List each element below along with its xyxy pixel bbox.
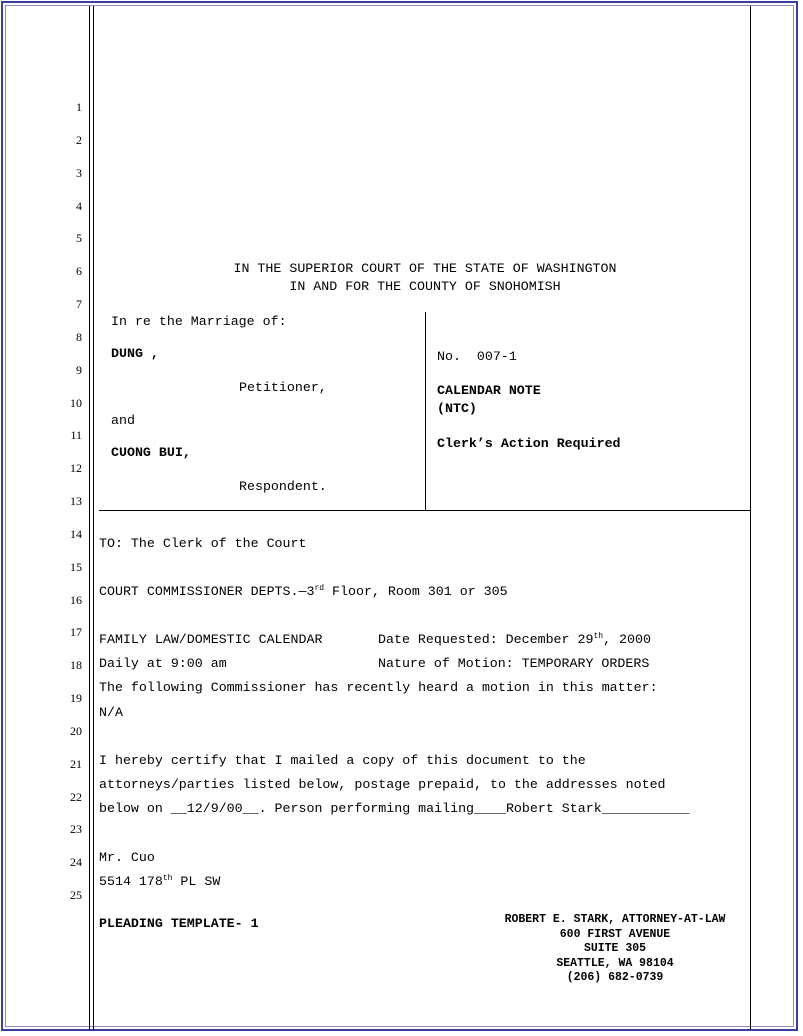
petitioner-name: DUNG , xyxy=(111,346,159,361)
petitioner-label: Petitioner, xyxy=(239,380,327,395)
commissioner-statement: The following Commissioner has recently heard a motion in this matter: xyxy=(99,680,658,695)
line-number: 13 xyxy=(70,494,82,508)
line-number: 20 xyxy=(70,724,82,738)
document-title: CALENDAR NOTE xyxy=(437,383,541,398)
addressee-street-number: 5514 178 xyxy=(99,874,163,889)
attorney-suite: SUITE 305 xyxy=(583,942,647,955)
margin-rule-right xyxy=(750,6,751,1030)
caption-divider xyxy=(425,312,426,511)
attorney-phone: (206) 682-0739 xyxy=(566,971,664,984)
line-number: 3 xyxy=(76,166,82,180)
line-number: 14 xyxy=(70,527,82,541)
margin-rule-left-2 xyxy=(93,6,94,1030)
line-number: 7 xyxy=(76,297,82,311)
line-number: 6 xyxy=(76,264,82,278)
calendar-type: FAMILY LAW/DOMESTIC CALENDAR xyxy=(99,632,323,647)
departments-floor: Floor, Room 301 or 305 xyxy=(324,584,508,599)
departments-text: COURT COMMISSIONER DEPTS.—3 xyxy=(99,584,315,599)
line-number: 1 xyxy=(76,100,82,114)
attorney-city: SEATTLE, WA 98104 xyxy=(556,956,674,970)
line-number: 11 xyxy=(70,428,82,442)
line-number: 5 xyxy=(76,231,82,245)
line-number: 12 xyxy=(70,461,82,475)
line-number: 4 xyxy=(76,199,82,213)
to-line: TO: The Clerk of the Court xyxy=(99,536,307,551)
line-number: 16 xyxy=(70,593,82,607)
margin-rule-left-1 xyxy=(89,6,90,1030)
addressee-street xyxy=(99,874,220,890)
pleading-template-label: PLEADING TEMPLATE- 1 xyxy=(99,916,259,931)
certification-line-2: attorneys/parties listed below, postage prepaid, to the addresses noted xyxy=(99,777,666,792)
certification-line-1: I hereby certify that I mailed a copy of this document to the xyxy=(99,753,586,768)
line-number: 9 xyxy=(76,363,82,377)
caption-bottom-rule xyxy=(99,510,750,511)
line-number: 19 xyxy=(70,691,82,705)
line-number: 17 xyxy=(70,625,82,639)
court-heading-line-1: IN THE SUPERIOR COURT OF THE STATE OF WASHINGTON xyxy=(233,261,617,276)
respondent-name: CUONG BUI, xyxy=(111,445,191,460)
line-number: 25 xyxy=(70,888,82,902)
daily-time: Daily at 9:00 am xyxy=(99,656,227,671)
date-requested-text: Date Requested: December 29 xyxy=(378,632,594,647)
departments-line xyxy=(99,584,508,600)
line-number: 10 xyxy=(70,396,82,410)
line-number: 8 xyxy=(76,330,82,344)
and-text: and xyxy=(111,413,135,428)
commissioner-value: N/A xyxy=(99,705,123,720)
document-title-abbrev: (NTC) xyxy=(437,401,477,416)
date-requested xyxy=(378,632,651,648)
nature-of-motion: Nature of Motion: TEMPORARY ORDERS xyxy=(378,656,650,671)
attorney-name: ROBERT E. STARK, ATTORNEY-AT-LAW xyxy=(504,913,726,926)
court-heading-line-2: IN AND FOR THE COUNTY OF SNOHOMISH xyxy=(289,279,561,294)
clerk-action-required: Clerk’s Action Required xyxy=(437,436,621,451)
date-ordinal: th xyxy=(593,632,604,641)
line-number: 2 xyxy=(76,133,82,147)
departments-ordinal: rd xyxy=(314,584,325,593)
date-year: , 2000 xyxy=(603,632,651,647)
line-number: 18 xyxy=(70,658,82,672)
addressee-street-suffix: PL SW xyxy=(172,874,221,889)
line-number: 22 xyxy=(70,790,82,804)
attorney-street: 600 FIRST AVENUE xyxy=(559,927,671,941)
line-number: 23 xyxy=(70,822,82,836)
line-number: 15 xyxy=(70,560,82,574)
addressee-name: Mr. Cuo xyxy=(99,850,155,865)
line-number: 21 xyxy=(70,757,82,771)
addressee-street-ordinal: th xyxy=(162,874,173,883)
case-number: No. 007-1 xyxy=(437,349,517,364)
in-re-text: In re the Marriage of: xyxy=(111,314,287,329)
attorney-block xyxy=(470,913,760,986)
certification-line-3: below on __12/9/00__. Person performing mailing____Robert Stark___________ xyxy=(99,801,690,816)
line-number: 24 xyxy=(70,855,82,869)
respondent-label: Respondent. xyxy=(239,479,327,494)
